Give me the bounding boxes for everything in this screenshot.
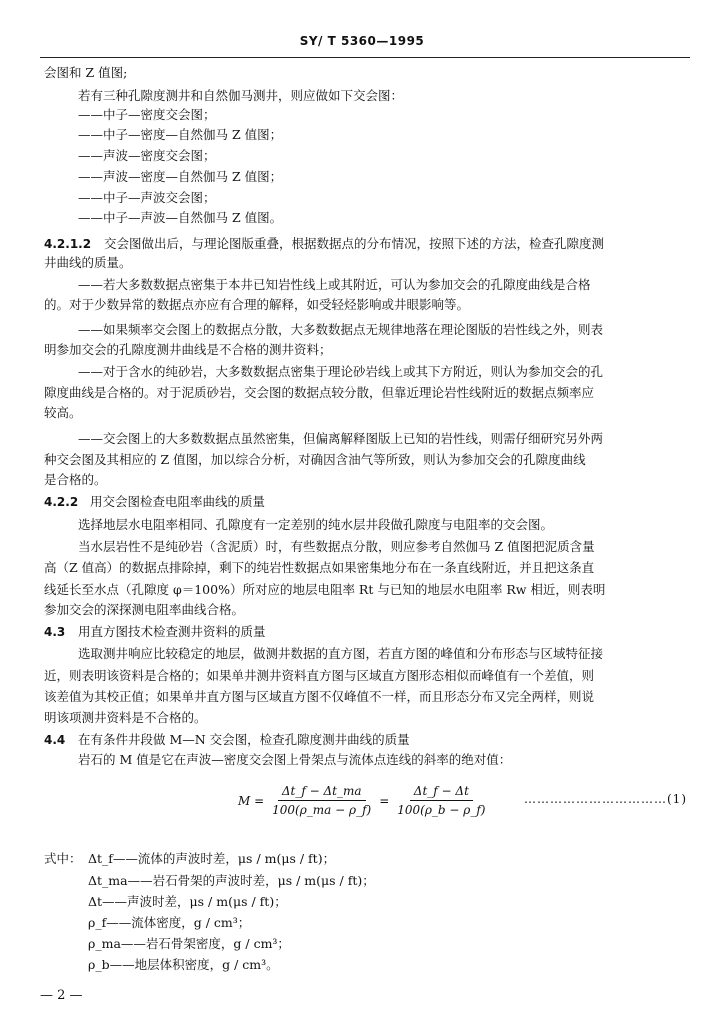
fraction bbox=[268, 784, 375, 817]
body-line: 井曲线的质量。 bbox=[44, 255, 132, 270]
body-line: 高（Z 值高）的数据点排除掉，剩下的纯岩性数据点如果密集地分布在一条直线附近，并且把这条直 bbox=[44, 560, 595, 575]
body-line: ——如果频率交会图上的数据点分散，大多数数据点无规律地落在理论图版的岩性线之外，则表 bbox=[78, 322, 604, 337]
section-title: 用直方图技术检查测井资料的质量 bbox=[78, 624, 266, 639]
body-line: 若有三种孔隙度测井和自然伽马测井，则应做如下交会图： bbox=[78, 88, 404, 103]
body-line: 参加交会的深探测电阻率曲线合格。 bbox=[44, 602, 245, 617]
equation-lhs: M = bbox=[238, 793, 265, 808]
symbol-definition: ρ_f——流体密度，g / cm³； bbox=[88, 915, 251, 930]
body-line: 会图和 Z 值图; bbox=[44, 65, 128, 80]
symbol-definition: Δt——声波时差，μs / m(μs / ft)； bbox=[88, 894, 287, 909]
equation-m bbox=[238, 784, 493, 817]
body-line: ——交会图上的大多数数据点虽然密集，但偏离解释图版上已知的岩性线，则需仔细研究另外两 bbox=[78, 431, 604, 446]
section-number: 4.2.2 bbox=[44, 495, 79, 509]
denominator: 100(ρ_ma − ρ_f) bbox=[272, 803, 372, 817]
body-line: 明参加交会的孔隙度测井曲线是不合格的测井资料； bbox=[44, 342, 332, 357]
equation-number: ……………………………(1) bbox=[524, 792, 687, 806]
body-line: 种交会图及其相应的 Z 值图，加以综合分析，对确因含油气等所致，则认为参加交会的孔隙度曲线 bbox=[44, 452, 586, 467]
section-title: 用交会图检查电阻率曲线的质量 bbox=[90, 494, 266, 509]
body-line: 选择地层水电阻率相同、孔隙度有一定差别的纯水层井段做孔隙度与电阻率的交会图。 bbox=[78, 517, 554, 532]
equals-sign: = bbox=[379, 793, 390, 808]
section-number: 4.4 bbox=[44, 733, 66, 747]
section-number: 4.2.1.2 bbox=[44, 237, 92, 251]
body-line: 选取测井响应比较稳定的地层，做测井数据的直方图，若直方图的峰值和分布形态与区域特征接 bbox=[78, 646, 604, 661]
body-line: 该差值为其校正值；如果单井直方图与区域直方图不仅峰值不一样，而且形态分布又完全两样，则说 bbox=[44, 689, 595, 704]
numerator: Δt_f − Δt_ma bbox=[278, 784, 366, 801]
page-number: — 2 — bbox=[40, 988, 83, 1003]
where-label: 式中： bbox=[44, 851, 82, 866]
numerator: Δt_f − Δt bbox=[410, 784, 473, 801]
list-item: ——中子—声波交会图； bbox=[78, 190, 216, 205]
list-item: ——中子—声波—自然伽马 Z 值图。 bbox=[78, 210, 283, 225]
body-line: 的。对于少数异常的数据点亦应有合理的解释，如受轻烃影响或井眼影响等。 bbox=[44, 297, 470, 312]
body-line: 岩石的 M 值是它在声波—密度交会图上骨架点与流体点连线的斜率的绝对值： bbox=[78, 752, 512, 767]
body-line: 交会图做出后，与理论图版重叠，根据数据点的分布情况，按照下述的方法，检查孔隙度测 bbox=[104, 236, 605, 251]
section-number: 4.3 bbox=[44, 625, 66, 639]
standard-number-header: SY/ T 5360—1995 bbox=[299, 34, 425, 48]
body-line: 较高。 bbox=[44, 405, 82, 420]
denominator: 100(ρ_b − ρ_f) bbox=[397, 803, 486, 817]
body-line: 线延长至水点（孔隙度 φ＝100%）所对应的地层电阻率 Rt 与已知的地层水电阻率 Rw 相近，则表明 bbox=[44, 582, 606, 597]
symbol-definition: ρ_ma——岩石骨架密度，g / cm³； bbox=[88, 936, 290, 951]
body-line: ——若大多数数据点密集于本井已知岩性线上或其附近，可认为参加交会的孔隙度曲线是合格 bbox=[78, 277, 591, 292]
body-line: 近，则表明该资料是合格的；如果单井测井资料直方图与区域直方图形态相似而峰值有一个差值，则 bbox=[44, 668, 595, 683]
body-line: 当水层岩性不是纯砂岩（含泥质）时，有些数据点分散，则应参考自然伽马 Z 值图把泥质含量 bbox=[78, 539, 595, 554]
body-line: 隙度曲线是合格的。对于泥质砂岩，交会图的数据点较分散，但靠近理论岩性线附近的数据点频率应 bbox=[44, 385, 595, 400]
body-line: ——对于含水的纯砂岩，大多数数据点密集于理论砂岩线上或其下方附近，则认为参加交会的孔 bbox=[78, 364, 604, 379]
body-line: 明该项测井资料是不合格的。 bbox=[44, 710, 207, 725]
fraction bbox=[393, 784, 489, 817]
body-line: 是合格的。 bbox=[44, 472, 107, 487]
list-item: ——声波—密度交会图； bbox=[78, 148, 216, 163]
list-item: ——中子—密度—自然伽马 Z 值图； bbox=[78, 127, 283, 142]
header-rule bbox=[40, 57, 690, 58]
symbol-definition: Δt_f——流体的声波时差，μs / m(μs / ft)； bbox=[88, 851, 336, 866]
list-item: ——中子—密度交会图； bbox=[78, 107, 216, 122]
section-title: 在有条件井段做 M—N 交会图，检查孔隙度测井曲线的质量 bbox=[78, 732, 410, 747]
symbol-definition: ρ_b——地层体积密度，g / cm³。 bbox=[88, 957, 279, 972]
symbol-definition: Δt_ma——岩石骨架的声波时差，μs / m(μs / ft)； bbox=[88, 873, 375, 888]
list-item: ——声波—密度—自然伽马 Z 值图； bbox=[78, 169, 283, 184]
